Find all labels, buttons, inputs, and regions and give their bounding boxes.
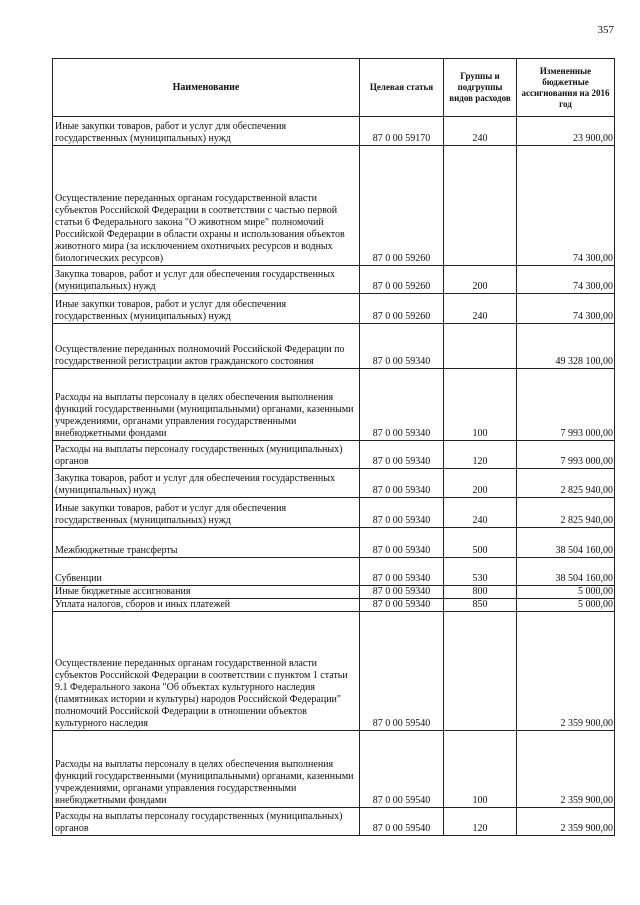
row-amount: 74 300,00 (517, 146, 615, 266)
row-name: Субвенции (53, 558, 360, 586)
row-amount: 74 300,00 (517, 266, 615, 294)
row-group: 240 (444, 498, 517, 528)
row-group: 240 (444, 117, 517, 146)
row-amount: 7 993 000,00 (517, 441, 615, 469)
row-group: 120 (444, 441, 517, 469)
row-code: 87 0 00 59260 (360, 146, 444, 266)
row-group: 120 (444, 808, 517, 836)
row-name: Расходы на выплаты персоналу в целях обеспечения выполнения функций государственными (муниципальными) органами, казенными учреждениями, органами управления государственными внебюджетными фондами (53, 369, 360, 441)
header-group: Группы и подгруппы видов расходов (444, 59, 517, 117)
row-group: 850 (444, 599, 517, 612)
row-code: 87 0 00 59260 (360, 266, 444, 294)
row-code: 87 0 00 59540 (360, 731, 444, 808)
row-code: 87 0 00 59540 (360, 808, 444, 836)
page-number: 357 (597, 24, 614, 36)
row-group (444, 612, 517, 731)
row-amount: 2 359 900,00 (517, 731, 615, 808)
row-name: Расходы на выплаты персоналу государственных (муниципальных) органов (53, 441, 360, 469)
row-group: 100 (444, 369, 517, 441)
row-name: Расходы на выплаты персоналу государственных (муниципальных) органов (53, 808, 360, 836)
row-group: 240 (444, 294, 517, 324)
header-amount: Измененные бюджетные ассигнования на 2016 год (517, 59, 615, 117)
row-code: 87 0 00 59340 (360, 324, 444, 369)
header-name: Наименование (53, 59, 360, 117)
row-group: 530 (444, 558, 517, 586)
row-amount: 2 825 940,00 (517, 469, 615, 498)
row-amount: 7 993 000,00 (517, 369, 615, 441)
row-code: 87 0 00 59340 (360, 441, 444, 469)
row-amount: 38 504 160,00 (517, 528, 615, 558)
row-code: 87 0 00 59340 (360, 469, 444, 498)
row-group (444, 146, 517, 266)
row-name: Иные закупки товаров, работ и услуг для обеспечения государственных (муниципальных) нужд (53, 117, 360, 146)
row-code: 87 0 00 59340 (360, 586, 444, 599)
row-group: 200 (444, 266, 517, 294)
row-code: 87 0 00 59340 (360, 369, 444, 441)
row-amount: 23 900,00 (517, 117, 615, 146)
row-amount: 2 359 900,00 (517, 612, 615, 731)
row-amount: 2 359 900,00 (517, 808, 615, 836)
header-target: Целевая статья (360, 59, 444, 117)
row-group: 200 (444, 469, 517, 498)
row-name: Расходы на выплаты персоналу в целях обеспечения выполнения функций государственными (муниципальными) органами, казенными учреждениями, органами управления государственными внебюджетными фондами (53, 731, 360, 808)
row-name: Закупка товаров, работ и услуг для обеспечения государственных (муниципальных) нужд (53, 266, 360, 294)
row-code: 87 0 00 59340 (360, 528, 444, 558)
row-amount: 5 000,00 (517, 586, 615, 599)
row-code: 87 0 00 59540 (360, 612, 444, 731)
row-amount: 49 328 100,00 (517, 324, 615, 369)
row-amount: 2 825 940,00 (517, 498, 615, 528)
row-name: Осуществление переданных полномочий Российской Федерации по государственной регистрации актов гражданского состояния (53, 324, 360, 369)
row-name: Иные закупки товаров, работ и услуг для обеспечения государственных (муниципальных) нужд (53, 498, 360, 528)
row-amount: 38 504 160,00 (517, 558, 615, 586)
row-code: 87 0 00 59340 (360, 498, 444, 528)
row-group: 100 (444, 731, 517, 808)
row-name: Межбюджетные трансферты (53, 528, 360, 558)
row-group: 800 (444, 586, 517, 599)
row-code: 87 0 00 59170 (360, 117, 444, 146)
row-name: Осуществление переданных органам государственной власти субъектов Российской Федерации в соответствии с пунктом 1 статьи 9.1 Федерального закона "Об объектах культурного наследия (памятниках истории и культуры) народов Российской Федерации" полномочий Российской Федерации в отношении объектов культурного наследия (53, 612, 360, 731)
row-code: 87 0 00 59340 (360, 558, 444, 586)
row-group: 500 (444, 528, 517, 558)
row-name: Уплата налогов, сборов и иных платежей (53, 599, 360, 612)
row-name: Иные закупки товаров, работ и услуг для обеспечения государственных (муниципальных) нужд (53, 294, 360, 324)
row-name: Иные бюджетные ассигнования (53, 586, 360, 599)
budget-table (52, 58, 615, 836)
row-code: 87 0 00 59260 (360, 294, 444, 324)
row-name: Осуществление переданных органам государственной власти субъектов Российской Федерации в соответствии с частью первой статьи 6 Федерального закона "О животном мире" полномочий Российской Федерации в области охраны и использования объектов животного мира (за исключением охотничьих ресурсов и водных биологических ресурсов) (53, 146, 360, 266)
row-group (444, 324, 517, 369)
row-code: 87 0 00 59340 (360, 599, 444, 612)
row-name: Закупка товаров, работ и услуг для обеспечения государственных (муниципальных) нужд (53, 469, 360, 498)
row-amount: 74 300,00 (517, 294, 615, 324)
row-amount: 5 000,00 (517, 599, 615, 612)
